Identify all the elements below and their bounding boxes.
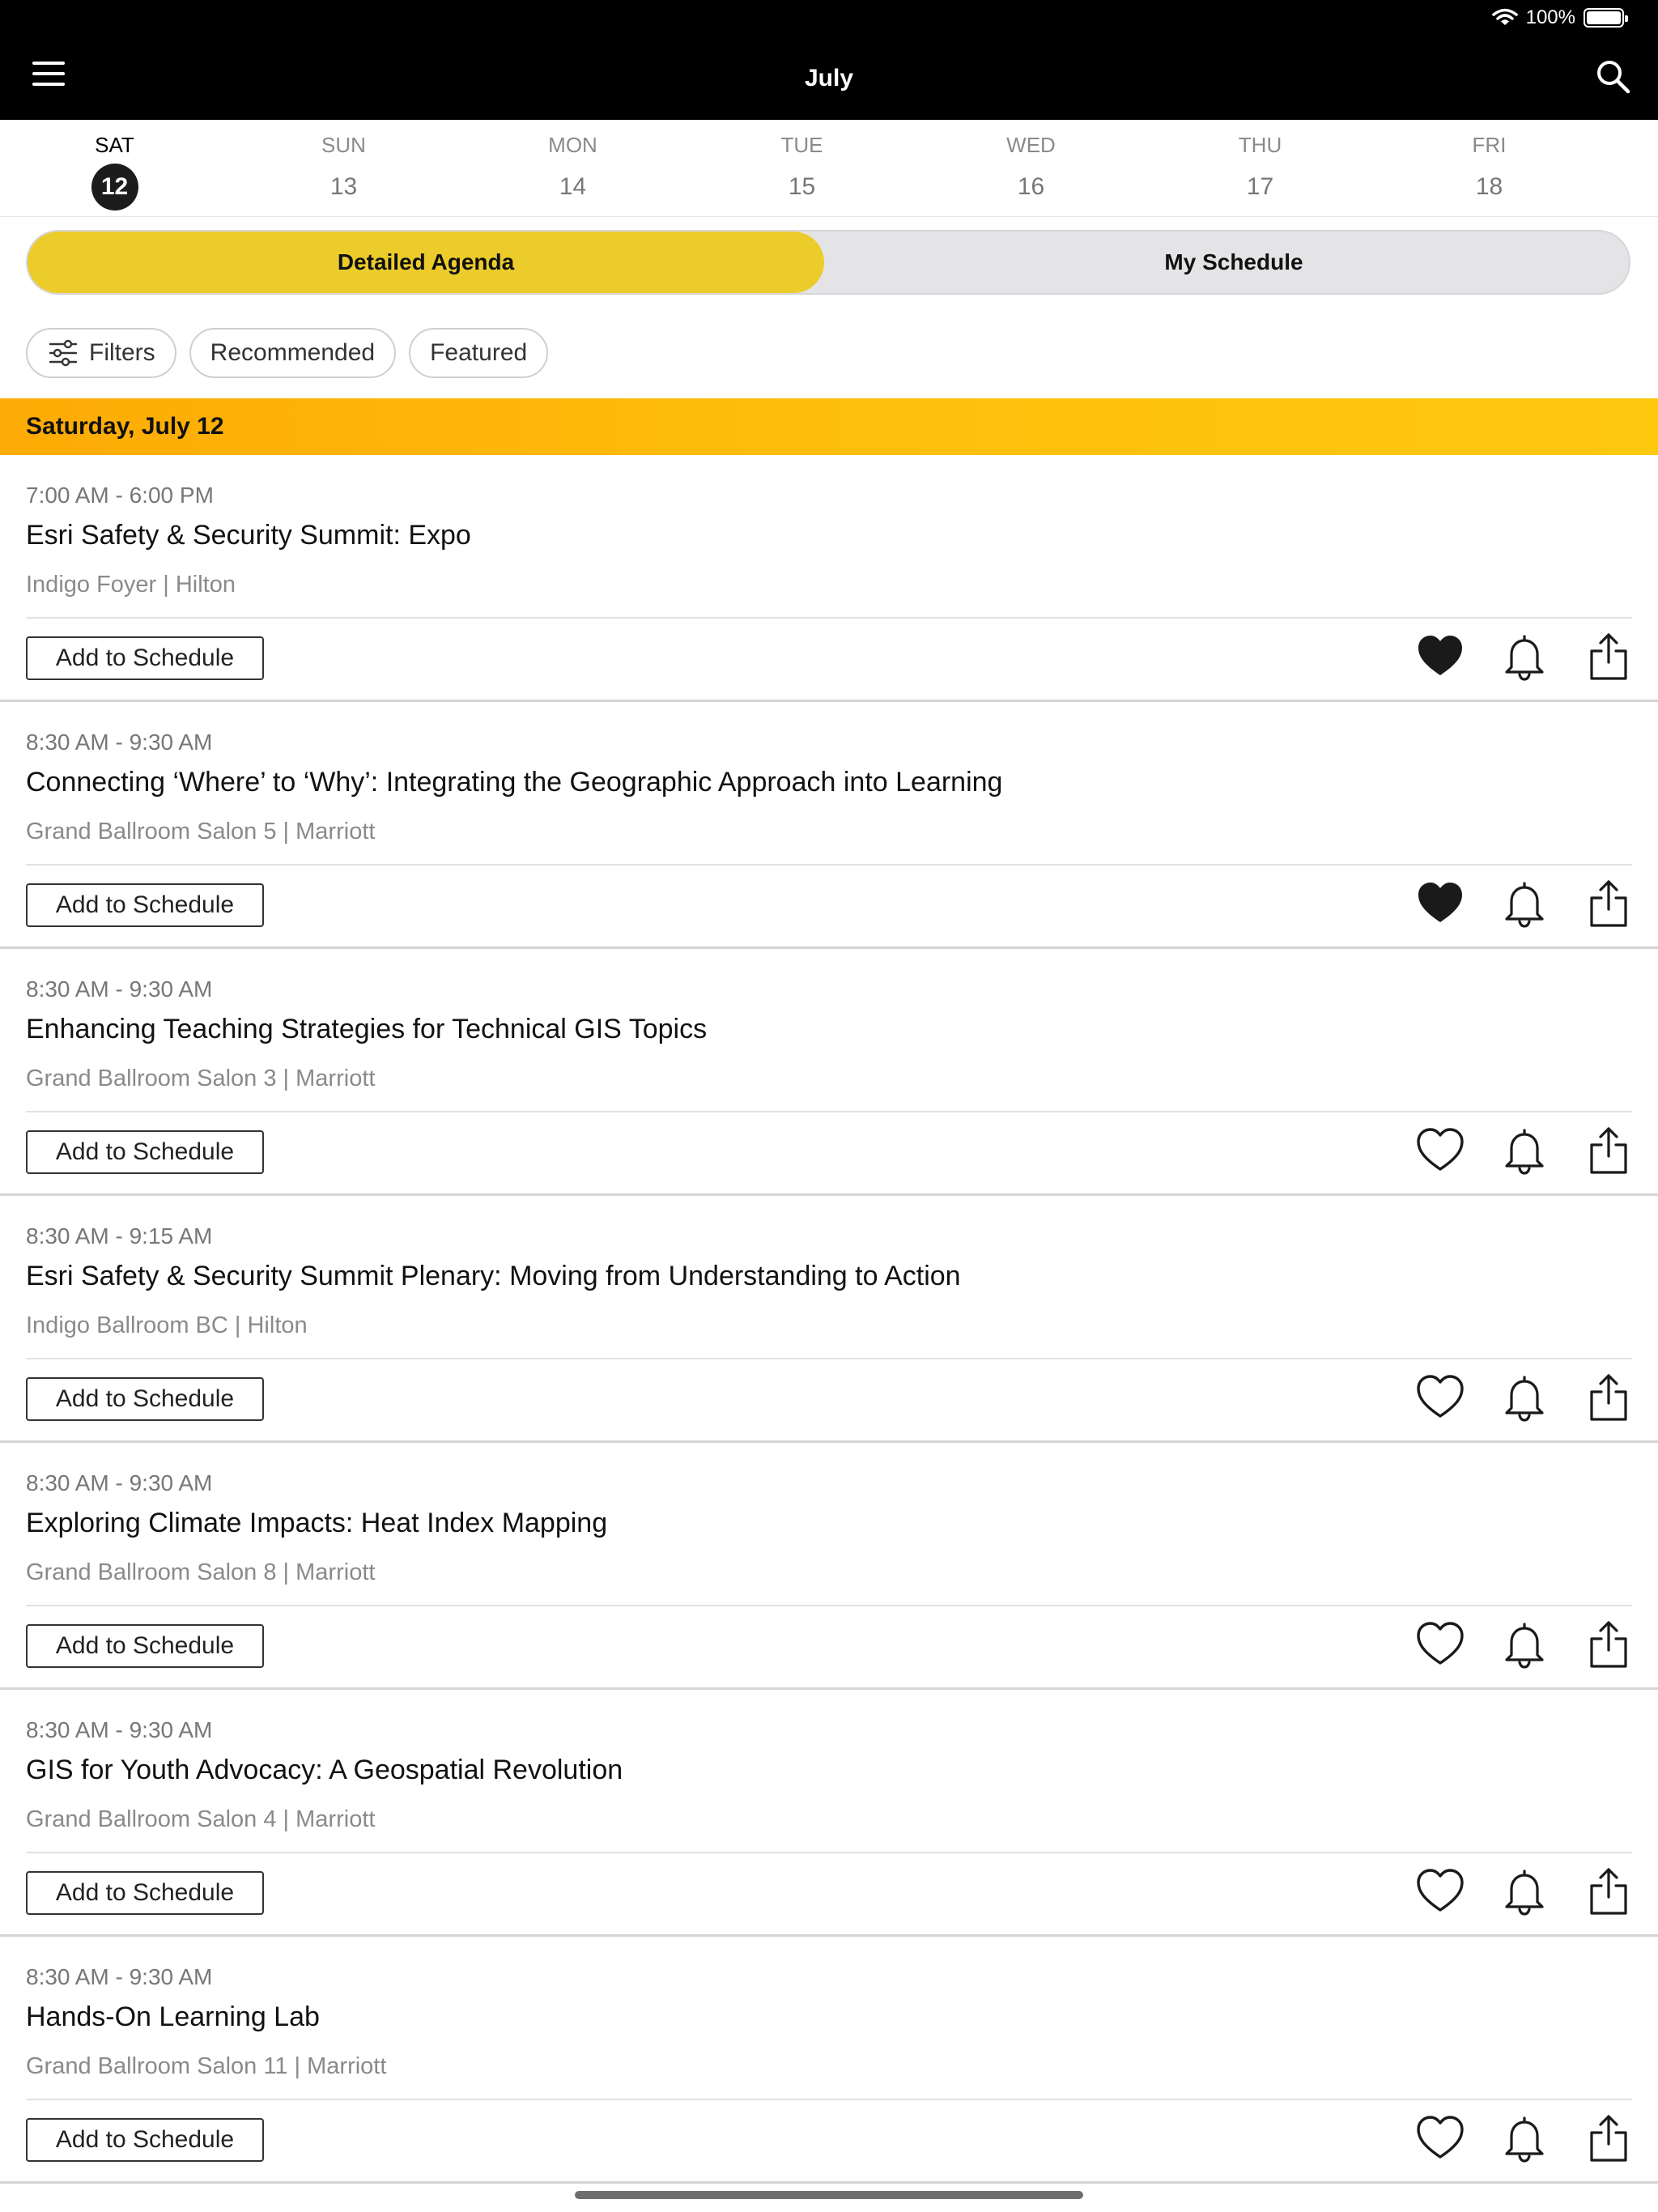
day-selector: [0, 120, 1658, 217]
search-icon[interactable]: [1593, 57, 1632, 96]
battery-fill: [1587, 11, 1621, 24]
session-time: 8:30 AM - 9:30 AM: [26, 1470, 213, 1495]
bell-icon[interactable]: [1499, 1372, 1550, 1423]
tab-my-schedule[interactable]: My Schedule: [1164, 249, 1303, 274]
session-time: 8:30 AM - 9:30 AM: [26, 1717, 213, 1742]
session-location: Indigo Ballroom BC | Hilton: [26, 1312, 308, 1338]
session-list: [0, 455, 1658, 2184]
day-name: WED: [1006, 133, 1056, 157]
session-divider: [26, 2099, 1632, 2100]
session-item[interactable]: [0, 1937, 1658, 2184]
session-divider: [26, 1605, 1632, 1606]
heart-outline-icon[interactable]: [1415, 1619, 1465, 1670]
day-number: 17: [1246, 173, 1274, 200]
day-tab-wed[interactable]: [916, 120, 1146, 216]
date-section-header: [0, 398, 1658, 455]
session-actions: [1415, 2113, 1634, 2163]
day-tab-sat[interactable]: [0, 120, 229, 216]
add-to-schedule-button[interactable]: Add to Schedule: [26, 636, 264, 680]
session-actions: [1415, 1372, 1634, 1423]
session-actions: [1415, 878, 1634, 929]
recommended-label: Recommended: [210, 339, 376, 366]
session-title[interactable]: Esri Safety & Security Summit: Expo: [26, 520, 471, 551]
session-title[interactable]: Hands-On Learning Lab: [26, 2001, 320, 2032]
status-indicators: [1492, 6, 1624, 29]
day-tab-thu[interactable]: [1146, 120, 1375, 216]
day-name: TUE: [780, 133, 823, 157]
day-number: 16: [1017, 173, 1045, 200]
session-time: 7:00 AM - 6:00 PM: [26, 483, 214, 508]
session-item[interactable]: [0, 455, 1658, 702]
session-location: Grand Ballroom Salon 4 | Marriott: [26, 1806, 376, 1832]
bell-icon[interactable]: [1499, 632, 1550, 682]
status-bar: [0, 0, 1658, 32]
filter-chips: [26, 328, 548, 378]
day-tab-tue[interactable]: [687, 120, 916, 216]
heart-outline-icon[interactable]: [1415, 1372, 1465, 1423]
share-icon[interactable]: [1584, 1619, 1634, 1670]
session-location: Indigo Foyer | Hilton: [26, 572, 236, 598]
session-time: 8:30 AM - 9:15 AM: [26, 1223, 213, 1249]
share-icon[interactable]: [1584, 632, 1634, 682]
day-name: SAT: [95, 133, 134, 157]
add-to-schedule-button[interactable]: Add to Schedule: [26, 2118, 264, 2162]
day-name: SUN: [321, 133, 366, 157]
heart-filled-icon[interactable]: [1415, 632, 1465, 682]
battery-percent: 100%: [1525, 6, 1575, 28]
date-header-label: Saturday, July 12: [26, 413, 224, 440]
day-name: THU: [1238, 133, 1282, 157]
nav-bar: [0, 32, 1658, 120]
session-actions: [1415, 1125, 1634, 1176]
session-divider: [26, 617, 1632, 619]
day-tab-fri[interactable]: [1375, 120, 1604, 216]
session-title[interactable]: Connecting ‘Where’ to ‘Why’: Integrating the Geographic Approach into Learning: [26, 767, 1003, 798]
day-number: 13: [329, 173, 358, 200]
session-time: 8:30 AM - 9:30 AM: [26, 976, 213, 1002]
session-divider: [26, 1852, 1632, 1853]
session-title[interactable]: Exploring Climate Impacts: Heat Index Mapping: [26, 1508, 608, 1538]
session-item[interactable]: [0, 949, 1658, 1196]
add-to-schedule-button[interactable]: Add to Schedule: [26, 1624, 264, 1668]
session-title[interactable]: Enhancing Teaching Strategies for Technical GIS Topics: [26, 1014, 708, 1044]
filters-button[interactable]: [26, 328, 176, 378]
session-divider: [26, 864, 1632, 866]
wifi-icon: [1492, 8, 1518, 28]
day-name: FRI: [1472, 133, 1507, 157]
session-location: Grand Ballroom Salon 8 | Marriott: [26, 1559, 376, 1585]
bell-icon[interactable]: [1499, 1125, 1550, 1176]
session-item[interactable]: [0, 1443, 1658, 1690]
day-number: 18: [1475, 173, 1503, 200]
battery-icon: [1584, 8, 1624, 28]
session-time: 8:30 AM - 9:30 AM: [26, 1964, 213, 1989]
day-number: 12: [91, 164, 138, 211]
day-number: 14: [559, 173, 587, 200]
featured-label: Featured: [430, 339, 528, 366]
session-item[interactable]: [0, 702, 1658, 949]
session-location: Grand Ballroom Salon 11 | Marriott: [26, 2053, 387, 2079]
heart-filled-icon[interactable]: [1415, 878, 1465, 929]
bell-icon[interactable]: [1499, 2113, 1550, 2163]
add-to-schedule-button[interactable]: Add to Schedule: [26, 883, 264, 927]
share-icon[interactable]: [1584, 2113, 1634, 2163]
recommended-chip[interactable]: [189, 328, 396, 378]
add-to-schedule-button[interactable]: Add to Schedule: [26, 1871, 264, 1915]
heart-outline-icon[interactable]: [1415, 1125, 1465, 1176]
tab-detailed-agenda[interactable]: Detailed Agenda: [28, 232, 824, 293]
view-segmented-control: [26, 230, 1630, 295]
day-name: MON: [548, 133, 597, 157]
filters-label: Filters: [89, 339, 155, 366]
bell-icon[interactable]: [1499, 1866, 1550, 1916]
add-to-schedule-button[interactable]: Add to Schedule: [26, 1377, 264, 1421]
share-icon[interactable]: [1584, 1866, 1634, 1916]
session-item[interactable]: [0, 1196, 1658, 1443]
day-number: 15: [788, 173, 816, 200]
share-icon[interactable]: [1584, 1125, 1634, 1176]
session-actions: [1415, 632, 1634, 682]
heart-outline-icon[interactable]: [1415, 2113, 1465, 2163]
session-actions: [1415, 1619, 1634, 1670]
day-tab-sun[interactable]: [229, 120, 458, 216]
day-tab-mon[interactable]: [458, 120, 687, 216]
page-title: July: [804, 65, 854, 91]
session-time: 8:30 AM - 9:30 AM: [26, 730, 213, 755]
session-divider: [26, 1358, 1632, 1359]
bell-icon[interactable]: [1499, 878, 1550, 929]
sliders-icon: [47, 337, 79, 369]
session-divider: [26, 1111, 1632, 1112]
session-item[interactable]: [0, 1690, 1658, 1937]
add-to-schedule-button[interactable]: Add to Schedule: [26, 1130, 264, 1174]
home-indicator: [575, 2191, 1083, 2199]
featured-chip[interactable]: [409, 328, 548, 378]
share-icon[interactable]: [1584, 1372, 1634, 1423]
bell-icon[interactable]: [1499, 1619, 1550, 1670]
session-title[interactable]: Esri Safety & Security Summit Plenary: Moving from Understanding to Action: [26, 1261, 961, 1291]
share-icon[interactable]: [1584, 878, 1634, 929]
session-location: Grand Ballroom Salon 3 | Marriott: [26, 1066, 376, 1091]
session-actions: [1415, 1866, 1634, 1916]
session-location: Grand Ballroom Salon 5 | Marriott: [26, 819, 376, 844]
session-title[interactable]: GIS for Youth Advocacy: A Geospatial Revolution: [26, 1755, 623, 1785]
heart-outline-icon[interactable]: [1415, 1866, 1465, 1916]
